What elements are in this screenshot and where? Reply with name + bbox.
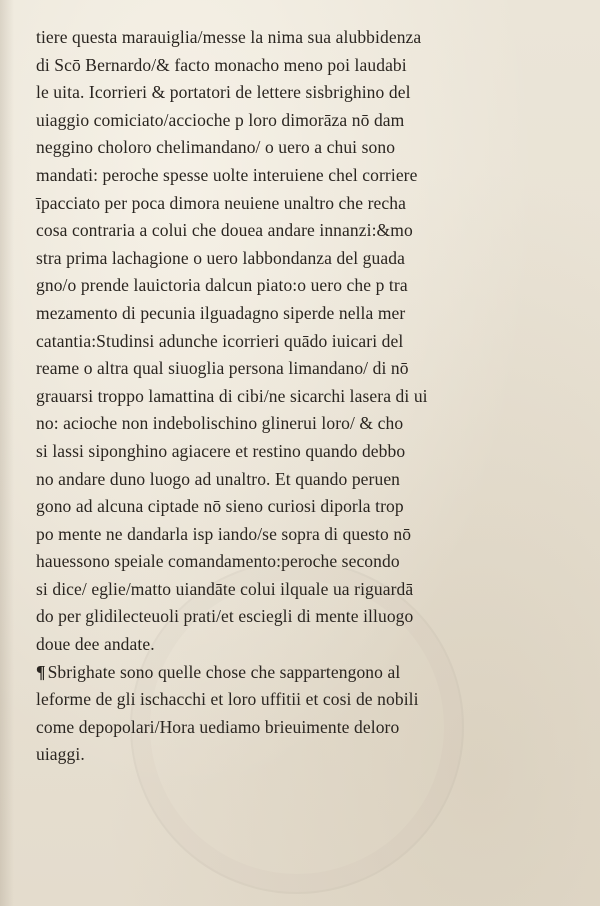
text-line: tiere questa marauiglia/messe la nima sua alubbidenza [36,27,422,47]
paragraph-line: leforme de gli ischacchi et loro uffitii et cosi de nobili [36,689,419,710]
text-line: cosa contraria a colui che douea andare innanzi:&mo [36,220,413,241]
text-line: no andare duno luogo ad unaltro. Et quando peruen [36,468,401,489]
paragraph-text: Sbrighate sono quelle chose che sappartengono al [47,661,401,682]
text-line: po mente ne dandarla isp iando/se sopra di questo nō [36,523,412,544]
text-line: stra prima lachagione o uero labbondanza del guada [36,247,405,268]
text-line: gno/o prende lauictoria dalcun piato:o uero che p tra [36,275,408,296]
bleed-line [40,746,500,772]
page-text [36,24,496,769]
text-line: īpacciato per poca dimora neuiene unaltro che recha [36,192,406,213]
text-line: catantia:Studinsi adunche icorrieri quādo iuicari del [36,330,404,351]
text-line: di Scō Bernardo/& facto monacho meno poi laudabi [36,54,407,75]
text-line: uiaggio comiciato/accioche p loro dimorāza nō dam [36,109,405,130]
show-through-text [40,720,500,798]
pilcrow-mark: ¶ [36,661,46,682]
text-line: do per glidilecteuoli prati/et esciegli di mente illuogo [36,606,414,627]
text-line: neggino choloro chelimandano/ o uero a chui sono [36,137,396,158]
binding-shadow [0,0,14,906]
bleed-line [40,720,500,746]
text-line: si lassi siponghino agiacere et restino quando debbo [36,440,406,461]
paragraph-line: come depopolari/Hora uediamo brieuimente deloro [36,716,400,737]
text-line: grauarsi troppo lamattina di cibi/ne sicarchi lasera di ui [36,385,428,406]
text-line: doue dee andate. [36,634,155,655]
paragraph-line: uiaggi. [36,744,85,765]
text-line: le uita. Icorrieri & portatori de lettere sisbrighino del [36,82,411,103]
text-line: mezamento di pecunia ilguadagno siperde nella mer [36,302,406,323]
text-line: mandati: peroche spesse uolte interuiene chel corriere [36,164,418,185]
text-line: reame o altra qual siuoglia persona limandano/ di nō [36,358,409,379]
text-line: hauessono speiale comandamento:peroche secondo [36,551,400,572]
paragraph-line [36,659,496,687]
bleed-line [40,772,500,798]
text-line: no: acioche non indebolischino glinerui loro/ & cho [36,413,404,434]
text-line: si dice/ eglie/matto uiandāte colui ilquale ua riguardā [36,578,414,599]
text-line: gono ad alcuna ciptade nō sieno curiosi diporla trop [36,496,404,517]
